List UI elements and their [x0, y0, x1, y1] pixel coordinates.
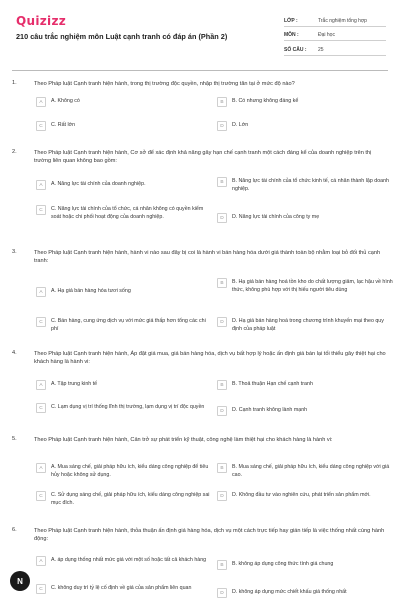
option-text: B. Mua sáng chế, giải pháp hữu ích, kiểu dáng công nghiệp với giá cao. — [232, 464, 390, 478]
meta-row-count — [284, 41, 386, 56]
option-letter: A — [36, 556, 46, 566]
option-letter: D — [217, 406, 227, 416]
option-a[interactable] — [36, 97, 212, 107]
option-text: B. Thoả thuận Hạn chế cạnh tranh — [232, 381, 313, 387]
question-number: 5. — [12, 436, 17, 442]
option-c[interactable] — [36, 205, 212, 221]
option-b[interactable] — [217, 560, 393, 570]
option-letter: A — [36, 287, 46, 297]
option-text: A. Hạ giá bán hàng hóa tươi sống — [51, 288, 131, 294]
option-a[interactable] — [36, 380, 212, 390]
option-letter: A — [36, 380, 46, 390]
option-letter: C — [36, 403, 46, 413]
option-d[interactable] — [217, 491, 393, 501]
option-letter: C — [36, 317, 46, 327]
option-text: C. Năng lực tài chính của tổ chức, cá nhân không có quyền kiểm soát hoặc chi phối hoạt động của doanh nghiệp. — [51, 206, 204, 220]
option-letter: D — [217, 491, 227, 501]
question-number: 6. — [12, 527, 17, 533]
meta-value: Đại học — [318, 32, 335, 38]
option-letter: A — [36, 463, 46, 473]
option-letter: B — [217, 463, 227, 473]
option-b[interactable] — [217, 463, 393, 479]
option-b[interactable] — [217, 177, 393, 193]
option-text: A. Năng lực tài chính của doanh nghiệp. — [51, 181, 146, 187]
question-number: 2. — [12, 149, 17, 155]
option-text: D. không áp dụng mức chiết khấu giá thống nhất — [232, 589, 347, 595]
option-text: D. Năng lực tài chính của công ty mẹ — [232, 214, 320, 220]
header-divider — [12, 70, 388, 71]
option-a[interactable] — [36, 463, 212, 479]
question-text: Theo Pháp luật Cạnh tranh hiện hành, thỏa thuận ấn định giá hàng hóa, dịch vụ một cách trực tiếp hay gián tiếp là việc thống nhất cùng hành động: — [34, 528, 385, 543]
question-text: Theo Pháp luật Cạnh tranh hiện hành, Áp đặt giá mua, giá bán hàng hóa, dịch vụ bất hợp lý hoặc ấn định giá bán lại tối thiểu gây thiệt hại cho khách hàng là hành vi: — [34, 351, 386, 366]
option-text: D. Không đầu tư vào nghiên cứu, phát triển sản phẩm mới. — [232, 492, 371, 498]
option-text: A. Tập trung kinh tế — [51, 381, 98, 387]
question-text: Theo Pháp luật Cạnh tranh hiện hành, Cơ sở để xác định khả năng gây hạn chế cạnh tranh một cách đáng kể của doanh nghiệp trên thị trường liên quan không bao gồm: — [34, 150, 372, 165]
option-text: A. Không có — [51, 98, 80, 104]
option-a[interactable] — [36, 180, 212, 190]
option-text: A. áp dụng thống nhất mức giá với một số hoặc tất cả khách hàng — [51, 557, 207, 563]
option-letter: B — [217, 97, 227, 107]
option-text: C. Lạm dụng vị trí thống lĩnh thị trường, lạm dụng vị trí độc quyền — [51, 404, 205, 410]
option-text: C. không duy trì tỷ lệ cố định về giá của sản phẩm liên quan — [51, 585, 192, 591]
option-letter: D — [217, 588, 227, 598]
meta-label: MÔN : — [284, 32, 299, 38]
option-c[interactable] — [36, 121, 212, 131]
option-text: B. không áp dụng công thức tính giá chung — [232, 561, 334, 567]
option-letter: D — [217, 213, 227, 223]
option-text: D. Lớn — [232, 122, 249, 128]
option-text: C. Rất lớn — [51, 122, 76, 128]
option-d[interactable] — [217, 213, 393, 223]
page-title: 210 câu trắc nghiệm môn Luật cạnh tranh có đáp án (Phần 2) — [16, 32, 228, 41]
option-d[interactable] — [217, 121, 393, 131]
option-text: D. Hạ giá bán hàng hoá trong chương trình khuyến mại theo quy định của pháp luật — [232, 318, 384, 332]
option-d[interactable] — [217, 406, 393, 416]
option-letter: C — [36, 121, 46, 131]
option-text: A. Mua sáng chế, giải pháp hữu ích, kiểu dáng công nghiệp để tiêu hủy hoặc không sử dụng. — [51, 464, 209, 478]
meta-value: Trắc nghiệm tổng hợp — [318, 17, 367, 24]
option-d[interactable] — [217, 317, 393, 333]
option-letter: C — [36, 491, 46, 501]
option-letter: C — [36, 205, 46, 215]
option-text: D. Cạnh tranh không lành mạnh — [232, 407, 308, 413]
option-letter: D — [217, 121, 227, 131]
option-letter: B — [217, 278, 227, 288]
option-a[interactable] — [36, 287, 212, 297]
document-header — [0, 0, 400, 62]
quizizz-logo[interactable]: Quizizz — [16, 14, 67, 28]
option-letter: C — [36, 584, 46, 594]
meta-info — [284, 12, 386, 56]
option-b[interactable] — [217, 97, 393, 107]
option-letter: B — [217, 380, 227, 390]
option-b[interactable] — [217, 380, 393, 390]
meta-label: LỚP : — [284, 17, 298, 24]
option-text: B. Có nhưng không đáng kể — [232, 98, 299, 104]
option-b[interactable] — [217, 278, 393, 294]
question-text: Theo Pháp luật Cạnh tranh hiện hành, hành vi nào sau đây bị coi là hành vi bán hàng hóa dưới giá thành toàn bộ nhằm loại bỏ đối thủ cạnh tranh: — [34, 250, 381, 265]
question-number: 4. — [12, 350, 17, 356]
question-number: 3. — [12, 249, 17, 255]
option-c[interactable] — [36, 491, 212, 507]
option-letter: B — [217, 177, 227, 187]
option-letter: D — [217, 317, 227, 327]
option-text: B. Năng lực tài chính của tổ chức kinh tế, cá nhân thành lập doanh nghiệp. — [232, 178, 389, 192]
option-c[interactable] — [36, 317, 212, 333]
notion-launcher-button[interactable]: N — [10, 571, 30, 591]
question-number: 1. — [12, 80, 17, 86]
option-letter: A — [36, 97, 46, 107]
question-text: Theo Pháp luật Cạnh tranh hiện hành, trong thị trường độc quyền, nhập thị trường tăn tại ở mức độ nào? — [34, 81, 295, 87]
option-c[interactable] — [36, 403, 212, 413]
option-c[interactable] — [36, 584, 212, 594]
meta-value: 25 — [318, 46, 324, 53]
option-letter: A — [36, 180, 46, 190]
option-d[interactable] — [217, 588, 393, 598]
meta-label: SỐ CÂU : — [284, 46, 307, 53]
question-text: Theo Pháp luật Cạnh tranh hiện hành, Cản trở sự phát triển kỹ thuật, công nghệ làm thiệt hại cho khách hàng là hành vi: — [34, 437, 333, 443]
option-text: C. Bán hàng, cung ứng dịch vụ với mức giá thấp hơn tổng các chi phí — [51, 318, 206, 332]
option-text: C. Sử dụng sáng chế, giải pháp hữu ích, kiểu dáng công nghiệp sai mục đích. — [51, 492, 210, 506]
meta-row-class — [284, 12, 386, 27]
meta-row-subject — [284, 27, 386, 42]
option-letter: B — [217, 560, 227, 570]
option-a[interactable] — [36, 556, 212, 566]
option-text: B. Hạ giá bán hàng hoá tồn kho do chất lượng giảm, lạc hậu về hình thức, không phù hợp với thị hiếu người tiêu dùng — [232, 279, 393, 293]
